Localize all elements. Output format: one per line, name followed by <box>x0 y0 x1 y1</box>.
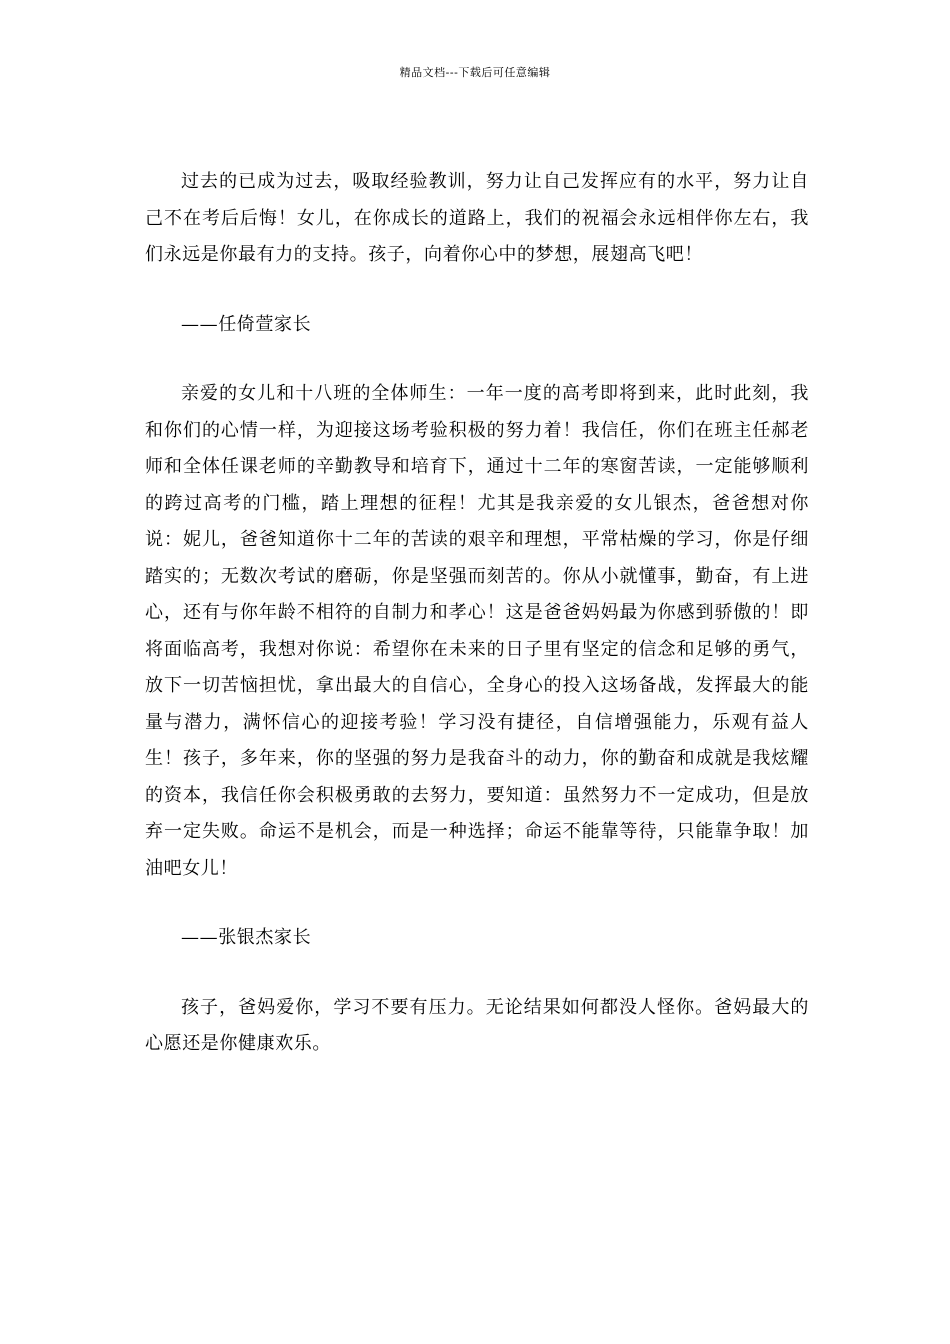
paragraph-3: 孩子，爸妈爱你，学习不要有压力。无论结果如何都没人怪你。爸妈最大的心愿还是你健康欢乐。 <box>145 996 809 1054</box>
page-header: 精品文档---下载后可任意编辑 <box>399 66 551 79</box>
document-body <box>145 164 809 1063</box>
paragraph-2: 亲爱的女儿和十八班的全体师生：一年一度的高考即将到来，此时此刻，我和你们的心情一样，为迎接这场考验积极的努力着！我信任，你们在班主任郝老师和全体任课老师的辛勤教导和培育下，通过十二年的寒窗苦读，一定能够顺利的跨过高考的门槛，踏上理想的征程！尤其是我亲爱的女儿银杰，爸爸想对你说：妮儿，爸爸知道你十二年的苦读的艰辛和理想，平常枯燥的学习，你是仔细踏实的；无数次考试的磨砺，你是坚强而刻苦的。你从小就懂事，勤奋，有上进心，还有与你年龄不相符的自制力和孝心！这是爸爸妈妈最为你感到骄傲的！即将面临高考，我想对你说：希望你在未来的日子里有坚定的信念和足够的勇气，放下一切苦恼担忧，拿出最大的自信心，全身心的投入这场备战，发挥最大的能量与潜力，满怀信心的迎接考验！学习没有捷径，自信增强能力，乐观有益人生！孩子，多年来，你的坚强的努力是我奋斗的动力，你的勤奋和成就是我炫耀的资本，我信任你会积极勇敢的去努力，要知道：虽然努力不一定成功，但是放弃一定失败。命运不是机会，而是一种选择；命运不能靠等待，只能靠争取！加油吧女儿！ <box>145 383 809 879</box>
signature-1: ——任倚萱家长 <box>181 313 312 335</box>
paragraph-1: 过去的已成为过去，吸取经验教训，努力让自己发挥应有的水平，努力让自己不在考后后悔！女儿，在你成长的道路上，我们的祝福会永远相伴你左右，我们永远是你最有力的支持。孩子，向着你心中的梦想，展翅高飞吧！ <box>145 171 809 265</box>
signature-2: ——张银杰家长 <box>181 927 312 948</box>
